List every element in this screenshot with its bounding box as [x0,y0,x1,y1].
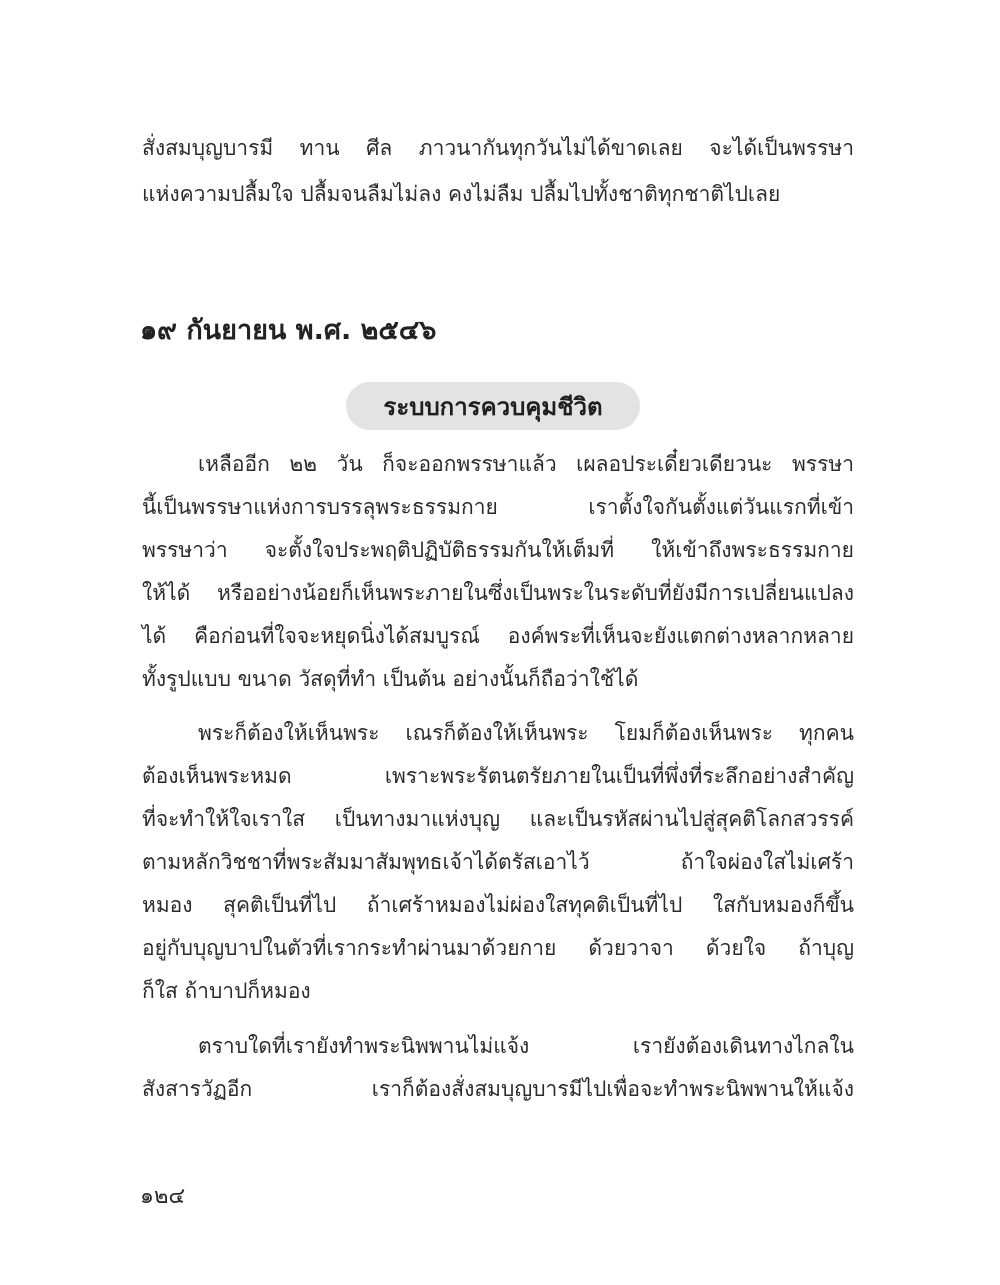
paragraph-line: ทั้งรูปแบบ ขนาด วัสดุที่ทำ เป็นต้น อย่างนั้นก็ถือว่าใช้ได้ [142,667,639,691]
paragraph-line: หมอง สุคติเป็นที่ไป ถ้าเศร้าหมองไม่ผ่องใสทุคติเป็นที่ไป ใสกับหมองก็ขึ้น [142,893,854,917]
page-number: ๑๒๔ [140,1184,186,1209]
section-title [346,382,640,430]
paragraph-line: ให้ได้ หรืออย่างน้อยก็เห็นพระภายในซึ่งเป็นพระในระดับที่ยังมีการเปลี่ยนแปลง [142,581,854,605]
paragraph-line: พระก็ต้องให้เห็นพระ เณรก็ต้องให้เห็นพระ โยมก็ต้องเห็นพระ ทุกคน [198,721,854,745]
paragraph-line: พรรษาว่า จะตั้งใจประพฤติปฏิบัติธรรมกันให้เต็มที่ ให้เข้าถึงพระธรรมกาย [142,538,854,562]
paragraph-line: นี้เป็นพรรษาแห่งการบรรลุพระธรรมกาย เราตั้งใจกันตั้งแต่วันแรกที่เข้า [142,495,854,519]
intro-line: แห่งความปลื้มใจ ปลื้มจนลืมไม่ลง คงไม่ลืม ปลื้มไปทั้งชาติทุกชาติไปเลย [142,182,781,206]
paragraph-line: เหลืออีก ๒๒ วัน ก็จะออกพรรษาแล้ว เผลอประเดี๋ยวเดียวนะ พรรษา [198,452,854,476]
paragraph-line: อยู่กับบุญบาปในตัวที่เรากระทำผ่านมาด้วยกาย ด้วยวาจา ด้วยใจ ถ้าบุญ [142,936,854,960]
paragraph-line: สังสารวัฏอีก เราก็ต้องสั่งสมบุญบารมีไปเพื่อจะทำพระนิพพานให้แจ้ง [142,1077,854,1101]
date-heading: ๑๙ กันยายน พ.ศ. ๒๕๔๖ [140,315,437,346]
section-title-text: ระบบการควบคุมชีวิต [383,392,603,421]
paragraph-line: ตามหลักวิชชาที่พระสัมมาสัมพุทธเจ้าได้ตรัสเอาไว้ ถ้าใจผ่องใสไม่เศร้า [142,850,854,874]
intro-line: สั่งสมบุญบารมี ทาน ศีล ภาวนากันทุกวันไม่ได้ขาดเลย จะได้เป็นพรรษา [142,136,854,160]
paragraph-line: ที่จะทำให้ใจเราใส เป็นทางมาแห่งบุญ และเป็นรหัสผ่านไปสู่สุคติโลกสวรรค์ [142,807,854,831]
paragraph-line: ก็ใส ถ้าบาปก็หมอง [142,979,311,1003]
paragraph-line: ตราบใดที่เรายังทำพระนิพพานไม่แจ้ง เรายังต้องเดินทางไกลใน [198,1034,854,1058]
paragraph-line: ต้องเห็นพระหมด เพราะพระรัตนตรัยภายในเป็นที่พึ่งที่ระลึกอย่างสำคัญ [142,764,854,788]
paragraph-line: ได้ คือก่อนที่ใจจะหยุดนิ่งได้สมบูรณ์ องค์พระที่เห็นจะยังแตกต่างหลากหลาย [142,624,854,648]
